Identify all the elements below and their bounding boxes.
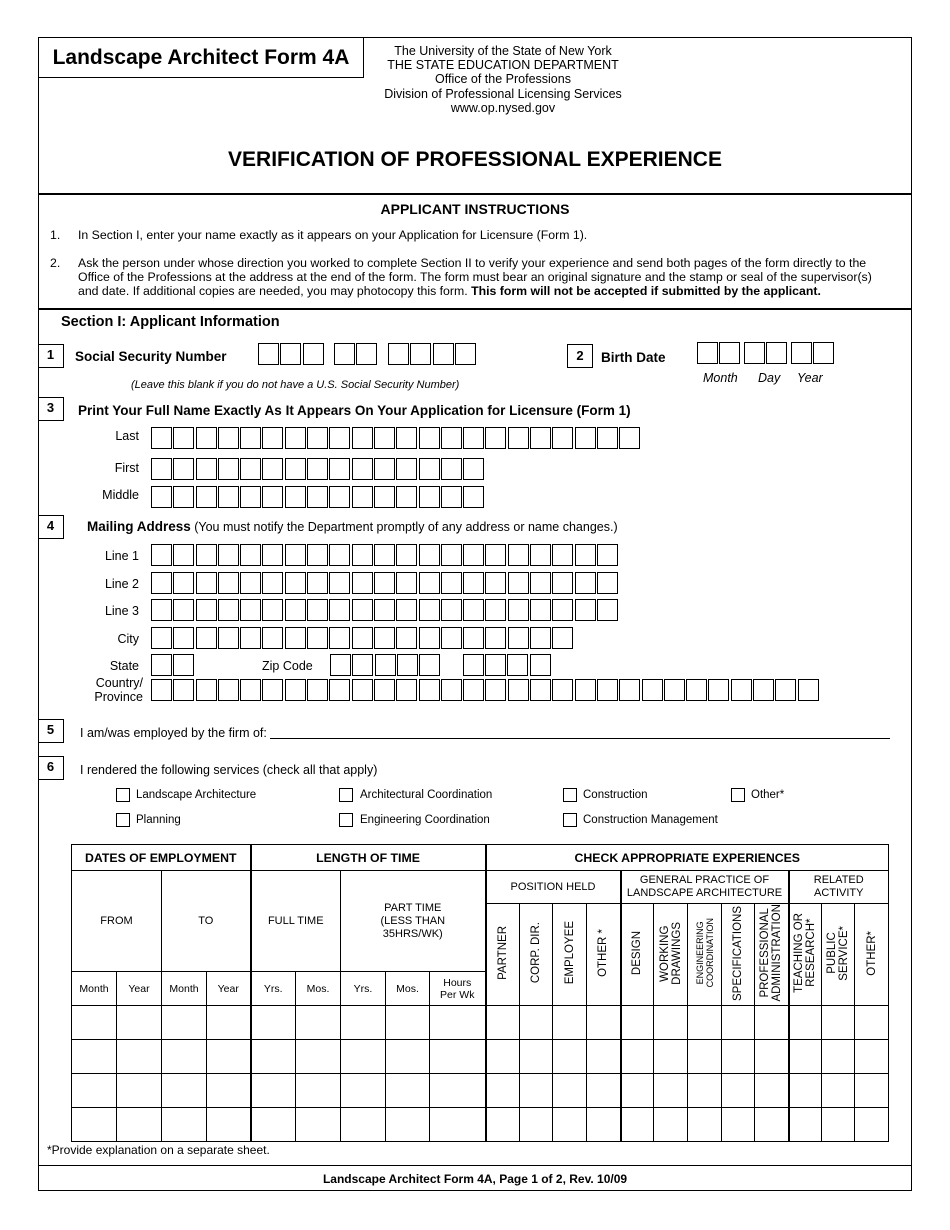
table-cell[interactable] bbox=[587, 1040, 621, 1074]
service-label: Planning bbox=[136, 814, 181, 826]
checkbox-other[interactable] bbox=[731, 788, 745, 802]
instructions-heading: APPLICANT INSTRUCTIONS bbox=[380, 201, 570, 217]
table-cell[interactable] bbox=[654, 1074, 688, 1108]
part-time-line: PART TIME bbox=[384, 901, 442, 914]
practice-col-header-label: DESIGN bbox=[631, 930, 644, 976]
agency-line: The University of the State of New York bbox=[394, 44, 612, 58]
address-line-2-field[interactable] bbox=[151, 572, 619, 594]
sub-header: Yrs. bbox=[251, 972, 296, 1006]
table-cell[interactable] bbox=[654, 1006, 688, 1040]
birth-day-label: Day bbox=[758, 371, 781, 385]
table-cell[interactable] bbox=[755, 1040, 789, 1074]
address-note: (You must notify the Department promptly of any address or name changes.) bbox=[190, 520, 618, 534]
service-label: Architectural Coordination bbox=[360, 789, 493, 801]
part-time-line: 35HRS/WK) bbox=[382, 927, 443, 940]
practice-col-header bbox=[722, 904, 755, 1006]
table-cell[interactable] bbox=[430, 1006, 486, 1040]
practice-col-header-label: PROFESSIONAL ADMINISTRATION bbox=[759, 904, 784, 1002]
last-name-label: Last bbox=[115, 429, 139, 443]
table-cell[interactable] bbox=[296, 1040, 341, 1074]
table-row bbox=[72, 1006, 889, 1040]
birth-month-label: Month bbox=[703, 371, 738, 385]
middle-name-label: Middle bbox=[102, 488, 139, 502]
form-title: Landscape Architect Form 4A bbox=[38, 37, 364, 78]
table-cell[interactable] bbox=[822, 1006, 855, 1040]
table-cell[interactable] bbox=[430, 1108, 486, 1142]
table-cell[interactable] bbox=[621, 1108, 654, 1142]
related-col-header-label: PUBLIC SERVICE* bbox=[826, 925, 850, 981]
question-number-6: 6 bbox=[38, 756, 64, 780]
table-cell[interactable] bbox=[386, 1074, 430, 1108]
instruction-2 bbox=[78, 256, 908, 298]
table-cell[interactable] bbox=[251, 1040, 296, 1074]
country-label-line: Country/ bbox=[95, 676, 143, 690]
ssn-field[interactable] bbox=[258, 343, 477, 365]
practice-col-header bbox=[755, 904, 789, 1006]
table-cell[interactable] bbox=[341, 1108, 386, 1142]
position-col-header-label: CORP. DIR. bbox=[530, 922, 542, 984]
instruction-1: In Section I, enter your name exactly as it appears on your Application for Licensure (Form 1). bbox=[78, 228, 588, 242]
table-cell[interactable] bbox=[207, 1074, 251, 1108]
related-col-header-label: OTHER* bbox=[865, 930, 878, 976]
table-cell[interactable] bbox=[430, 1040, 486, 1074]
sub-header: Mos. bbox=[386, 972, 430, 1006]
zip-code-label: Zip Code bbox=[262, 659, 313, 673]
position-col-header bbox=[587, 904, 621, 1006]
position-col-header-label: PARTNER bbox=[496, 926, 509, 980]
service-label: Other* bbox=[751, 789, 785, 801]
ssn-note: (Leave this blank if you do not have a U.S. Social Security Number) bbox=[131, 379, 460, 391]
table-cell[interactable] bbox=[117, 1074, 162, 1108]
table-cell[interactable] bbox=[162, 1074, 207, 1108]
table-cell[interactable] bbox=[341, 1074, 386, 1108]
table-cell[interactable] bbox=[72, 1006, 117, 1040]
practice-col-header bbox=[654, 904, 688, 1006]
related-activity-header bbox=[789, 871, 889, 904]
length-of-time-header: LENGTH OF TIME bbox=[251, 845, 486, 871]
table-cell[interactable] bbox=[722, 1040, 755, 1074]
table-cell[interactable] bbox=[520, 1006, 553, 1040]
table-cell[interactable] bbox=[251, 1074, 296, 1108]
table-cell[interactable] bbox=[72, 1108, 117, 1142]
from-header: FROM bbox=[72, 871, 162, 972]
question-number-5: 5 bbox=[38, 719, 64, 743]
employer-label: I am/was employed by the firm of: bbox=[80, 726, 267, 740]
birth-date-field[interactable] bbox=[697, 342, 835, 364]
city-field[interactable] bbox=[151, 627, 575, 649]
table-cell[interactable] bbox=[251, 1108, 296, 1142]
position-held-header: POSITION HELD bbox=[486, 871, 621, 904]
table-cell[interactable] bbox=[822, 1108, 855, 1142]
hours-per-week-header: Hours Per Wk bbox=[430, 972, 486, 1006]
checkbox-landscape-architecture[interactable] bbox=[116, 788, 130, 802]
divider bbox=[38, 308, 912, 310]
agency-line: THE STATE EDUCATION DEPARTMENT bbox=[387, 58, 619, 73]
country-field[interactable] bbox=[151, 679, 820, 701]
country-label-line: Province bbox=[94, 690, 143, 704]
table-cell[interactable] bbox=[587, 1108, 621, 1142]
table-cell[interactable] bbox=[117, 1006, 162, 1040]
zip-code-field[interactable] bbox=[330, 654, 552, 676]
address-line-2-label: Line 2 bbox=[104, 577, 139, 591]
country-label bbox=[33, 676, 143, 704]
practice-col-header-label: SPECIFICATIONS bbox=[732, 905, 744, 1001]
birth-year-label: Year bbox=[797, 371, 823, 385]
state-field[interactable] bbox=[151, 654, 196, 676]
table-cell[interactable] bbox=[520, 1074, 553, 1108]
position-col-header bbox=[486, 904, 520, 1006]
address-heading bbox=[87, 519, 618, 534]
last-name-field[interactable] bbox=[151, 427, 642, 449]
service-label: Landscape Architecture bbox=[136, 789, 257, 801]
table-cell[interactable] bbox=[207, 1006, 251, 1040]
divider bbox=[38, 1165, 912, 1166]
checkbox-construction-management[interactable] bbox=[563, 813, 577, 827]
services-label: I rendered the following services (check all that apply) bbox=[80, 763, 378, 777]
instruction-2-text: and date. If additional copies are needed, you may photocopy this form. bbox=[78, 284, 472, 298]
practice-col-header bbox=[621, 904, 654, 1006]
table-cell[interactable] bbox=[386, 1006, 430, 1040]
general-practice-line: LANDSCAPE ARCHITECTURE bbox=[626, 887, 783, 899]
table-cell[interactable] bbox=[587, 1074, 621, 1108]
table-cell[interactable] bbox=[486, 1108, 520, 1142]
table-cell[interactable] bbox=[722, 1108, 755, 1142]
table-cell[interactable] bbox=[855, 1040, 889, 1074]
table-cell[interactable] bbox=[520, 1040, 553, 1074]
table-cell[interactable] bbox=[722, 1006, 755, 1040]
sub-header: Year bbox=[207, 972, 251, 1006]
table-cell[interactable] bbox=[553, 1040, 587, 1074]
address-line-3-label: Line 3 bbox=[104, 604, 139, 618]
table-cell[interactable] bbox=[789, 1040, 822, 1074]
table-cell[interactable] bbox=[755, 1074, 789, 1108]
part-time-line: (LESS THAN bbox=[380, 914, 446, 927]
table-cell[interactable] bbox=[789, 1108, 822, 1142]
practice-col-header bbox=[688, 904, 722, 1006]
instruction-number: 1. bbox=[50, 228, 61, 242]
table-cell[interactable] bbox=[855, 1006, 889, 1040]
general-practice-line: GENERAL PRACTICE OF bbox=[639, 874, 770, 886]
table-cell[interactable] bbox=[207, 1040, 251, 1074]
table-cell[interactable] bbox=[553, 1006, 587, 1040]
table-cell[interactable] bbox=[430, 1074, 486, 1108]
sub-header: Mos. bbox=[296, 972, 341, 1006]
address-line-1-label: Line 1 bbox=[104, 549, 139, 563]
divider bbox=[38, 193, 912, 195]
table-cell[interactable] bbox=[296, 1108, 341, 1142]
table-cell[interactable] bbox=[386, 1040, 430, 1074]
related-line: RELATED bbox=[813, 874, 864, 886]
table-cell[interactable] bbox=[688, 1040, 722, 1074]
table-row bbox=[72, 1040, 889, 1074]
table-row bbox=[72, 1074, 889, 1108]
table-cell[interactable] bbox=[855, 1108, 889, 1142]
city-label: City bbox=[117, 632, 139, 646]
question-number-1: 1 bbox=[38, 344, 64, 368]
position-col-header-label: OTHER * bbox=[597, 929, 610, 977]
related-line: ACTIVITY bbox=[813, 887, 864, 899]
full-time-header: FULL TIME bbox=[251, 871, 341, 972]
table-cell[interactable] bbox=[822, 1040, 855, 1074]
checkbox-architectural-coordination[interactable] bbox=[339, 788, 353, 802]
instruction-2-line bbox=[78, 284, 908, 298]
practice-col-header-label: WORKING DRAWINGS bbox=[658, 921, 683, 985]
instruction-2-line: Ask the person under whose direction you worked to complete Section II to verify your experience and send both pages of the form directly to the bbox=[78, 256, 867, 270]
middle-name-field[interactable] bbox=[151, 486, 485, 508]
sub-header: Month bbox=[162, 972, 207, 1006]
table-cell[interactable] bbox=[486, 1074, 520, 1108]
page-footer: Landscape Architect Form 4A, Page 1 of 2, Rev. 10/09 bbox=[322, 1172, 628, 1186]
table-cell[interactable] bbox=[162, 1108, 207, 1142]
table-cell[interactable] bbox=[755, 1006, 789, 1040]
table-cell[interactable] bbox=[621, 1074, 654, 1108]
table-row bbox=[72, 1108, 889, 1142]
checkbox-planning[interactable] bbox=[116, 813, 130, 827]
table-cell[interactable] bbox=[789, 1006, 822, 1040]
general-practice-header bbox=[621, 871, 789, 904]
address-label: Mailing Address bbox=[87, 519, 191, 534]
sub-header: Month bbox=[72, 972, 117, 1006]
service-label: Engineering Coordination bbox=[360, 814, 490, 826]
table-cell[interactable] bbox=[621, 1006, 654, 1040]
table-cell[interactable] bbox=[341, 1040, 386, 1074]
footnote: *Provide explanation on a separate sheet. bbox=[47, 1143, 270, 1157]
sub-header: Yrs. bbox=[341, 972, 386, 1006]
table-cell[interactable] bbox=[72, 1040, 117, 1074]
table-cell[interactable] bbox=[553, 1074, 587, 1108]
part-time-header bbox=[341, 871, 486, 972]
practice-col-header-label: ENGINEERING COORDINATION bbox=[694, 918, 715, 988]
table-cell[interactable] bbox=[486, 1040, 520, 1074]
table-cell[interactable] bbox=[688, 1074, 722, 1108]
checkbox-construction[interactable] bbox=[563, 788, 577, 802]
table-cell[interactable] bbox=[822, 1074, 855, 1108]
table-cell[interactable] bbox=[789, 1074, 822, 1108]
instruction-2-line: Office of the Professions at the address at the end of the form. The form must bear an original signature and the stamp or seal of the supervisor(s) bbox=[78, 270, 872, 284]
table-cell[interactable] bbox=[654, 1108, 688, 1142]
dates-of-employment-header: DATES OF EMPLOYMENT bbox=[72, 845, 251, 871]
state-label: State bbox=[109, 659, 139, 673]
service-label: Construction bbox=[583, 789, 648, 801]
table-cell[interactable] bbox=[486, 1006, 520, 1040]
name-heading: Print Your Full Name Exactly As It Appears On Your Application for Licensure (Form 1) bbox=[78, 403, 631, 418]
position-col-header bbox=[553, 904, 587, 1006]
table-cell[interactable] bbox=[72, 1074, 117, 1108]
agency-line: Division of Professional Licensing Services bbox=[384, 86, 622, 101]
table-cell[interactable] bbox=[520, 1108, 553, 1142]
instruction-number: 2. bbox=[50, 256, 61, 270]
table-cell[interactable] bbox=[162, 1006, 207, 1040]
related-col-header-label: TEACHING OR RESEARCH* bbox=[793, 913, 818, 993]
question-number-4: 4 bbox=[38, 515, 64, 539]
section-1-heading: Section I: Applicant Information bbox=[61, 314, 280, 330]
table-cell[interactable] bbox=[587, 1006, 621, 1040]
table-cell[interactable] bbox=[722, 1074, 755, 1108]
table-cell[interactable] bbox=[207, 1108, 251, 1142]
table-cell[interactable] bbox=[386, 1108, 430, 1142]
table-cell[interactable] bbox=[117, 1040, 162, 1074]
related-col-header bbox=[789, 904, 822, 1006]
question-number-2: 2 bbox=[567, 344, 593, 368]
related-col-header bbox=[822, 904, 855, 1006]
agency-line: Office of the Professions bbox=[435, 72, 571, 87]
table-cell[interactable] bbox=[296, 1074, 341, 1108]
first-name-label: First bbox=[114, 461, 139, 475]
agency-block bbox=[370, 44, 636, 115]
table-cell[interactable] bbox=[162, 1040, 207, 1074]
table-cell[interactable] bbox=[688, 1006, 722, 1040]
table-cell[interactable] bbox=[341, 1006, 386, 1040]
position-col-header-label: EMPLOYEE bbox=[563, 921, 576, 985]
table-cell[interactable] bbox=[755, 1108, 789, 1142]
question-number-3: 3 bbox=[38, 397, 64, 421]
experience-table bbox=[71, 844, 889, 1142]
table-cell[interactable] bbox=[621, 1040, 654, 1074]
to-header: TO bbox=[162, 871, 251, 972]
table-cell[interactable] bbox=[296, 1006, 341, 1040]
service-label: Construction Management bbox=[583, 814, 718, 826]
first-name-field[interactable] bbox=[151, 458, 485, 480]
table-cell[interactable] bbox=[117, 1108, 162, 1142]
table-cell[interactable] bbox=[553, 1108, 587, 1142]
address-line-3-field[interactable] bbox=[151, 599, 619, 621]
related-col-header bbox=[855, 904, 889, 1006]
table-cell[interactable] bbox=[251, 1006, 296, 1040]
birth-date-label: Birth Date bbox=[601, 350, 666, 365]
table-cell[interactable] bbox=[654, 1040, 688, 1074]
address-line-1-field[interactable] bbox=[151, 544, 619, 566]
check-experiences-header: CHECK APPROPRIATE EXPERIENCES bbox=[486, 845, 889, 871]
page-title: VERIFICATION OF PROFESSIONAL EXPERIENCE bbox=[228, 148, 722, 171]
sub-header: Year bbox=[117, 972, 162, 1006]
checkbox-engineering-coordination[interactable] bbox=[339, 813, 353, 827]
instruction-2-warning: This form will not be accepted if submitted by the applicant. bbox=[471, 284, 821, 298]
agency-url[interactable]: www.op.nysed.gov bbox=[450, 100, 556, 115]
table-cell[interactable] bbox=[688, 1108, 722, 1142]
position-col-header bbox=[520, 904, 553, 1006]
table-cell[interactable] bbox=[855, 1074, 889, 1108]
ssn-label: Social Security Number bbox=[75, 349, 227, 364]
employer-input-line[interactable] bbox=[270, 738, 890, 739]
